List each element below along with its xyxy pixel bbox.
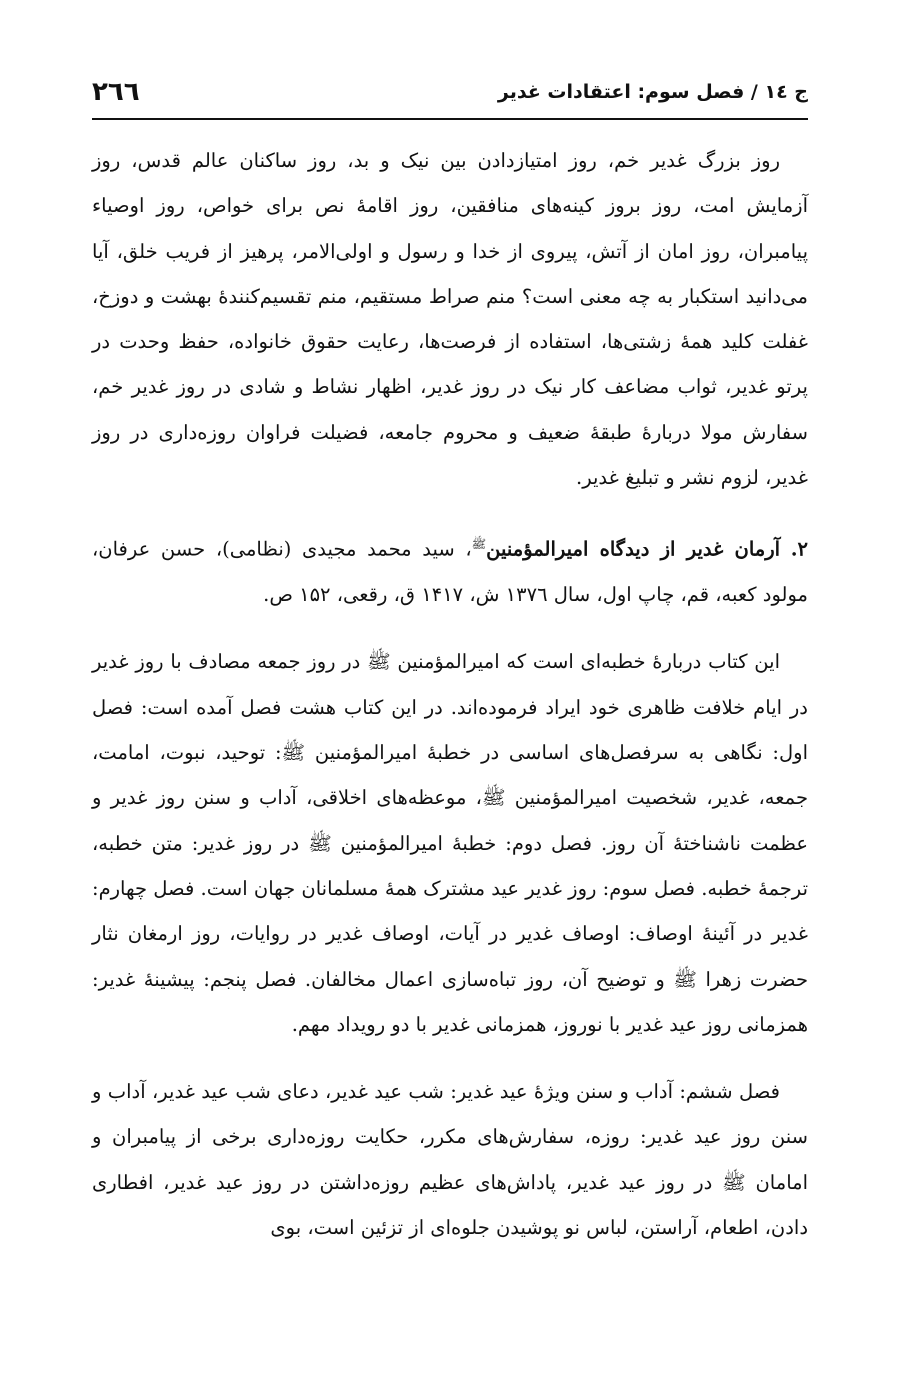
bibliography-entry-2 (92, 522, 808, 617)
honorific-glyph: ﷺ (471, 537, 487, 552)
paragraph-topics-list: روز بزرگ غدیر خم، روز امتیازدادن بین نیک و بد، روز ساکنان عالم قدس، روز آزمایش امت، روز بروز کینه‌های منافقین، روز اقامهٔ نص برای خواص، روز اوصیاء پیامبران، روز امان از آتش، پیروی از خدا و رسول و اولی‌الامر، پرهیز از فریب خلق، آیا می‌دانید استکبار به چه معنی است؟ منم صراط مستقیم، منم تقسیم‌کنندهٔ بهشت و دوزخ، غفلت کلید همهٔ زشتی‌ها، استفاده از فرصت‌ها، رعایت حقوق خانواده، حفظ وحدت در پرتو غدیر، ثواب مضاعف کار نیک در روز غدیر، اظهار نشاط و شادی در روز غدیر خم، سفارش مولا دربارهٔ طبقهٔ ضعیف و محروم جامعه، فضیلت فراوان روزه‌داری در روز غدیر، لزوم نشر و تبلیغ غدیر. (92, 149, 808, 490)
book-title: آرمان غدیر از دیدگاه امیرالمؤمنین (486, 537, 781, 561)
entry-number: ٢. (790, 537, 808, 561)
paragraph-chapter-six: فصل ششم: آداب و سنن ویژهٔ عید غدیر: شب عید غدیر، دعای شب عید غدیر، آداب و سنن روز عید غدیر: روزه، سفارش‌های مکرر، حکایت روزه‌داری برخی از پیامبران و امامان ﷺ در روز عید غدیر، پاداش‌های عظیم روزه‌داشتن در روز عید غدیر، افطاری دادن، اطعام، آراستن، لباس نو پوشیدن جلوه‌ای از تزئین است، بوی (92, 1080, 808, 1240)
page-header (92, 66, 808, 120)
bibliographic-details: ، سید محمد مجیدی (نظامی)، حسن عرفان، مولود کعبه، قم، چاپ اول، سال ١٣٧٦ ش، ١۴١٧ ق، رقعی، ١۵٢ ص. (92, 537, 808, 607)
page-body (92, 138, 808, 1272)
paragraph-book-description: این کتاب دربارهٔ خطبه‌ای است که امیرالمؤمنین ﷺ در روز جمعه مصادف با روز غدیر در ایام خلافت ظاهری خود ایراد فرموده‌اند. در این کتاب هشت فصل آمده است: فصل اول: نگاهی به سرفصل‌های اساسی در خطبهٔ امیرالمؤمنین ﷺ: توحید، نبوت، امامت، جمعه، غدیر، شخصیت امیرالمؤمنین ﷺ، موعظه‌های اخلاقی، آداب و سنن روز غدیر و عظمت ناشناختهٔ آن روز. فصل دوم: خطبهٔ امیرالمؤمنین ﷺ در روز غدیر: متن خطبه، ترجمهٔ خطبه. فصل سوم: روز غدیر عید مشترک همهٔ مسلمانان جهان است. فصل چهارم: غدیر در آئینهٔ اوصاف: اوصاف غدیر در آیات، اوصاف غدیر در روایات، روز ارمغان نثار حضرت زهرا ﷺ و توضیح آن، روز تباه‌سازی اعمال مخالفان. فصل پنجم: پیشینهٔ غدیر: همزمانی روز عید غدیر با نوروز، همزمانی غدیر با دو رویداد مهم. (92, 650, 808, 1036)
page-number: ٢٦٦ (92, 77, 140, 107)
running-title: ج ١٤ / فصل سوم: اعتقادات غدیر (497, 81, 808, 103)
